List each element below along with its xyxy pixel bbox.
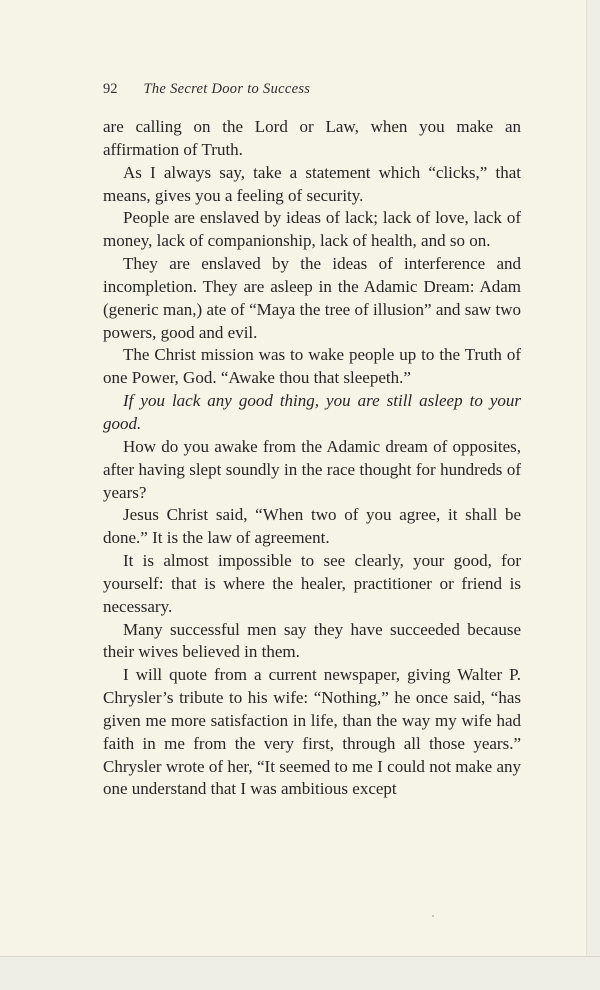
running-head xyxy=(103,81,310,98)
paragraph: are calling on the Lord or Law, when you make an affirmation of Truth. xyxy=(103,117,521,159)
paragraph: Jesus Christ said, “When two of you agree, it shall be done.” It is the law of agreement. xyxy=(103,505,521,548)
paragraph: As I always say, take a statement which “clicks,” that means, gives you a feeling of security. xyxy=(103,162,521,205)
book-title: The Secret Door to Success xyxy=(143,81,311,97)
paragraph: It is almost impossible to see clearly, your good, for yourself: that is where the healer, practitioner or friend is necessary. xyxy=(103,551,521,616)
page-edge xyxy=(0,956,600,957)
paragraph: Many successful men say they have succeeded because their wives believed in them. xyxy=(103,619,521,662)
paragraph: How do you awake from the Adamic dream of opposites, after having slept soundly in the race thought for hundreds of years? xyxy=(103,436,521,502)
body-text xyxy=(103,116,521,801)
paper-speck xyxy=(432,915,434,917)
paragraph: The Christ mission was to wake people up to the Truth of one Power, God. “Awake thou that sleepeth.” xyxy=(103,345,521,388)
italic-paragraph: If you lack any good thing, you are still asleep to your good. xyxy=(103,391,521,433)
paragraph: They are enslaved by the ideas of interference and incompletion. They are asleep in the Adamic Dream: Adam (generic man,) ate of “Maya the tree of illusion” and saw two powers, good and evil. xyxy=(103,254,521,342)
paragraph: I will quote from a current newspaper, giving Walter P. Chrysler’s tribute to his wife: “Nothing,” he once said, “has given me more satisfaction in life, than the way my wife had faith in me from the very first, through all those years.” Chrysler wrote of her, “It seemed to me I could not make any one understand that I was ambitious except xyxy=(103,665,521,799)
page-number: 92 xyxy=(103,81,118,97)
paragraph: People are enslaved by ideas of lack; lack of love, lack of money, lack of companionship, lack of health, and so on. xyxy=(103,208,521,251)
